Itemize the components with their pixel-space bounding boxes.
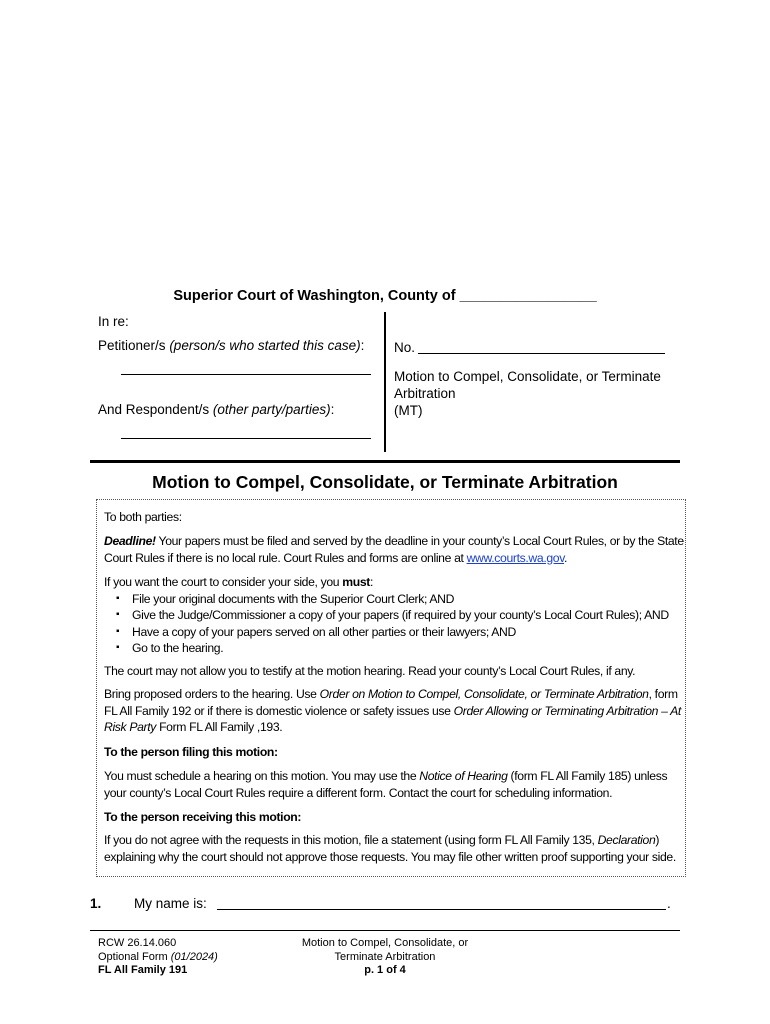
petitioner-label-line (98, 338, 364, 353)
must-list (104, 591, 684, 657)
footer-page: p. 1 of 4 (364, 964, 406, 976)
petitioner-name-field[interactable] (121, 374, 371, 375)
court-title (0, 288, 770, 304)
footer-optional (98, 951, 218, 965)
footer-center (240, 937, 530, 978)
receiver-text-2: ) explaining why the court should not approve those requests. You may file other written proof supporting your side. (104, 833, 676, 864)
courts-link[interactable]: www.courts.wa.gov (466, 550, 565, 565)
item-1-label: My name is: (134, 896, 207, 911)
respondent-hint: (other party/parties) (212, 402, 331, 417)
caption-doc-title-line2: Arbitration (394, 386, 456, 401)
filer-heading-text: To the person filing this motion: (104, 745, 278, 759)
footer-optional-date: (01/2024) (170, 950, 218, 963)
petitioner-label: Petitioner/s (98, 338, 166, 353)
respondent-label-line (98, 402, 334, 417)
receiver-heading (104, 809, 684, 826)
caption-doc-code: (MT) (394, 403, 423, 418)
must-intro: If you want the court to consider your side, you (104, 575, 343, 589)
receiver-heading-text: To the person receiving this motion: (104, 810, 302, 824)
petitioner-hint: (person/s who started this case) (169, 338, 361, 353)
filer-text-1: You must schedule a hearing on this motion. You may use the (104, 769, 420, 783)
item-1-end: . (667, 896, 671, 911)
must-colon: : (369, 575, 374, 589)
footer-center-line2: Terminate Arbitration (334, 950, 436, 963)
footer-form-id: FL All Family 191 (98, 964, 188, 976)
notice-must (104, 574, 684, 657)
footer-rule (90, 930, 680, 931)
orders-text-2: , form FL All Family 192 or if there is domestic violence or safety issues use (104, 687, 678, 718)
footer-left (98, 937, 218, 978)
caption-divider (384, 312, 386, 452)
county-blank[interactable]: _________________ (459, 288, 597, 304)
court-title-prefix: Superior Court of Washington, County of (173, 288, 456, 304)
footer-rcw: RCW 26.14.060 (98, 937, 177, 949)
receiver-form: Declaration (597, 833, 656, 847)
footer-center-line1: Motion to Compel, Consolidate, or (301, 937, 469, 949)
orders-text-3: Form FL All Family ,193. (156, 720, 283, 734)
list-item: ▪ Have a copy of your papers served on all other parties or their lawyers; AND (104, 624, 684, 641)
notice-orders (104, 686, 684, 736)
caption-doc-title (394, 368, 661, 419)
notice-filer (104, 768, 684, 801)
deadline-label: Deadline! (104, 534, 156, 548)
orders-text-1: Bring proposed orders to the hearing. Use (104, 687, 320, 701)
list-item: ▪ Go to the hearing. (104, 640, 684, 657)
case-number-label: No. (394, 340, 416, 355)
main-title: Motion to Compel, Consolidate, or Terminate Arbitration (152, 472, 618, 492)
orders-form-1: Order on Motion to Compel, Consolidate, or Terminate Arbitration (319, 687, 649, 701)
notice-deadline (104, 533, 684, 566)
item-1-number: 1. (90, 896, 102, 911)
footer-optional-prefix: Optional Form (98, 950, 171, 963)
case-number-field[interactable] (418, 353, 665, 354)
filer-heading (104, 744, 684, 761)
notice-testify: The court may not allow you to testify at the motion hearing. Read your county’s Local Court Rules, if any. (104, 664, 636, 678)
respondent-name-field[interactable] (121, 438, 371, 439)
deadline-text: Your papers must be filed and served by the deadline in your county’s Local Court Rules, or by the State Court Rules if there is no local rule. Court Rules and forms are online at (104, 534, 684, 565)
list-item: ▪ File your original documents with the Superior Court Clerk; AND (104, 591, 684, 608)
must-word: must (342, 575, 370, 589)
name-field[interactable] (217, 909, 666, 910)
filer-text-2: (form FL All Family 185) unless your county’s Local Court Rules require a different form. Contact the court for scheduling information. (104, 769, 668, 800)
title-rule (90, 460, 680, 463)
orders-form-2: Order Allowing or Terminating Arbitration – At Risk Party (104, 703, 681, 734)
caption-doc-title-line1: Motion to Compel, Consolidate, or Terminate (394, 369, 661, 384)
notice-receiver (104, 832, 684, 865)
filer-form: Notice of Hearing (419, 769, 508, 783)
in-re-label: In re: (98, 314, 129, 329)
list-item: ▪ Give the Judge/Commissioner a copy of your papers (if required by your county’s Local Court Rules); AND (104, 607, 684, 624)
respondent-colon: : (330, 402, 335, 417)
petitioner-colon: : (360, 338, 365, 353)
deadline-end: . (564, 550, 568, 565)
notice-to-both: To both parties: (104, 510, 182, 524)
respondent-label: And Respondent/s (98, 402, 210, 417)
receiver-text-1: If you do not agree with the requests in this motion, file a statement (using form FL All Family 135, (104, 833, 598, 847)
